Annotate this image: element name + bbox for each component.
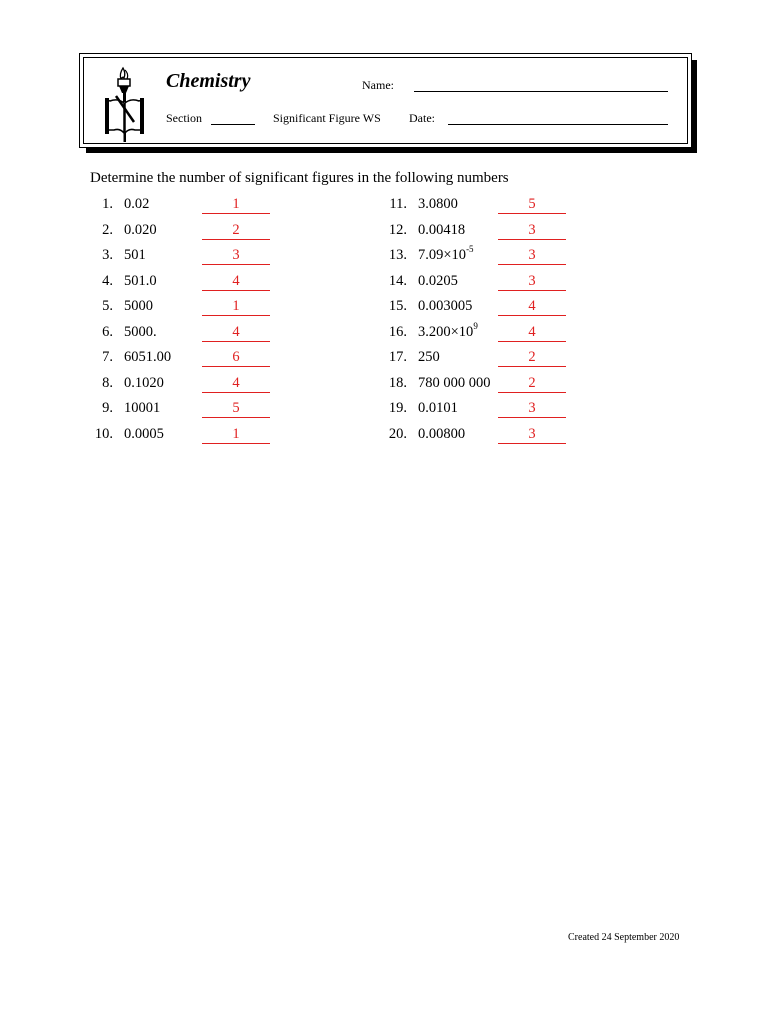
question-row	[90, 400, 380, 426]
question-value: 5000.	[124, 323, 157, 340]
question-value: 0.02	[124, 196, 150, 212]
question-row	[384, 426, 674, 452]
question-value: 0.00418	[418, 221, 466, 238]
name-field[interactable]	[414, 91, 668, 92]
torch-book-logo-icon	[104, 64, 146, 144]
question-value: 0.1020	[124, 374, 164, 391]
created-date-footer: Created 24 September 2020	[568, 932, 680, 943]
answer-field[interactable]: 3	[498, 247, 566, 265]
question-value: 780 000 000	[418, 374, 491, 391]
answer-field[interactable]: 3	[202, 247, 270, 265]
question-row	[384, 320, 674, 350]
answer-field[interactable]: 6	[202, 349, 270, 367]
question-row	[90, 298, 380, 324]
question-number: 3.	[102, 247, 113, 263]
question-number: 20.	[388, 425, 407, 442]
answer-field[interactable]: 4	[202, 375, 270, 393]
header-inner-border	[83, 57, 688, 144]
question-number: 11.	[389, 196, 407, 212]
question-row	[384, 298, 674, 324]
question-number: 1.	[102, 196, 113, 212]
question-number: 10.	[94, 425, 113, 442]
answer-field[interactable]: 4	[202, 324, 270, 342]
question-value: 0.00800	[418, 425, 466, 442]
question-row	[90, 247, 380, 273]
date-field[interactable]	[448, 124, 668, 125]
question-value: 6051.00	[124, 349, 172, 365]
question-value: 0.0005	[124, 425, 164, 442]
answer-field[interactable]: 2	[498, 375, 566, 393]
question-number: 4.	[102, 272, 113, 289]
question-row	[90, 222, 380, 248]
answer-field[interactable]: 1	[202, 426, 270, 444]
question-number: 12.	[388, 221, 407, 238]
question-number: 18.	[388, 374, 407, 391]
answer-field[interactable]: 2	[202, 222, 270, 240]
section-label: Section	[166, 111, 202, 125]
header-box	[79, 53, 692, 148]
question-row	[384, 196, 674, 222]
question-row	[90, 375, 380, 401]
answer-field[interactable]: 4	[498, 324, 566, 342]
question-row	[384, 375, 674, 401]
question-number: 14.	[388, 272, 407, 289]
question-row	[384, 244, 674, 273]
course-title: Chemistry	[166, 70, 251, 92]
question-value: 0.003005	[418, 298, 473, 314]
question-value: 5000	[124, 298, 153, 314]
answer-field[interactable]: 3	[498, 273, 566, 291]
worksheet-title: Significant Figure WS	[273, 111, 381, 125]
question-number: 17.	[388, 349, 407, 365]
answer-field[interactable]: 3	[498, 400, 566, 418]
answer-field[interactable]: 3	[498, 222, 566, 240]
question-row	[384, 273, 674, 299]
question-number: 8.	[102, 374, 113, 391]
question-exponent: 9	[473, 320, 478, 331]
question-value: 0.0101	[418, 400, 458, 416]
question-value: 3.0800	[418, 196, 458, 212]
answer-field[interactable]: 3	[498, 426, 566, 444]
question-value: 250	[418, 349, 440, 365]
question-row	[90, 349, 380, 375]
answer-field[interactable]: 4	[498, 298, 566, 316]
question-row	[384, 400, 674, 426]
question-value: 0.020	[124, 221, 157, 238]
question-mantissa: 3.200×10	[418, 323, 474, 340]
answer-field[interactable]: 5	[498, 196, 566, 214]
question-row	[90, 196, 380, 222]
question-number: 13.	[388, 247, 407, 263]
question-number: 16.	[388, 323, 407, 340]
question-value	[418, 320, 478, 341]
question-number: 15.	[388, 298, 407, 314]
questions-right-column	[384, 196, 674, 451]
question-number: 2.	[102, 221, 113, 238]
answer-field[interactable]: 5	[202, 400, 270, 418]
instructions: Determine the number of significant figures in the following numbers	[90, 170, 509, 186]
answer-field[interactable]: 1	[202, 298, 270, 316]
question-value: 501.0	[124, 272, 157, 289]
question-exponent: -5	[466, 244, 474, 254]
question-number: 19.	[388, 400, 407, 416]
section-field[interactable]	[211, 124, 255, 125]
question-row	[384, 222, 674, 248]
answer-field[interactable]: 1	[202, 196, 270, 214]
question-value: 10001	[124, 400, 161, 416]
answer-field[interactable]: 4	[202, 273, 270, 291]
question-number: 6.	[102, 323, 113, 340]
question-value: 501	[124, 247, 146, 263]
question-row	[384, 349, 674, 375]
question-number: 7.	[102, 349, 113, 365]
questions-left-column	[90, 196, 380, 451]
question-row	[90, 273, 380, 299]
name-label: Name:	[362, 78, 394, 92]
question-value	[418, 244, 474, 264]
question-mantissa: 7.09×10	[418, 247, 467, 263]
date-label: Date:	[409, 111, 435, 125]
question-number: 9.	[102, 400, 113, 416]
question-row	[90, 324, 380, 350]
question-row	[90, 426, 380, 452]
question-number: 5.	[102, 298, 113, 314]
question-value: 0.0205	[418, 272, 458, 289]
answer-field[interactable]: 2	[498, 349, 566, 367]
